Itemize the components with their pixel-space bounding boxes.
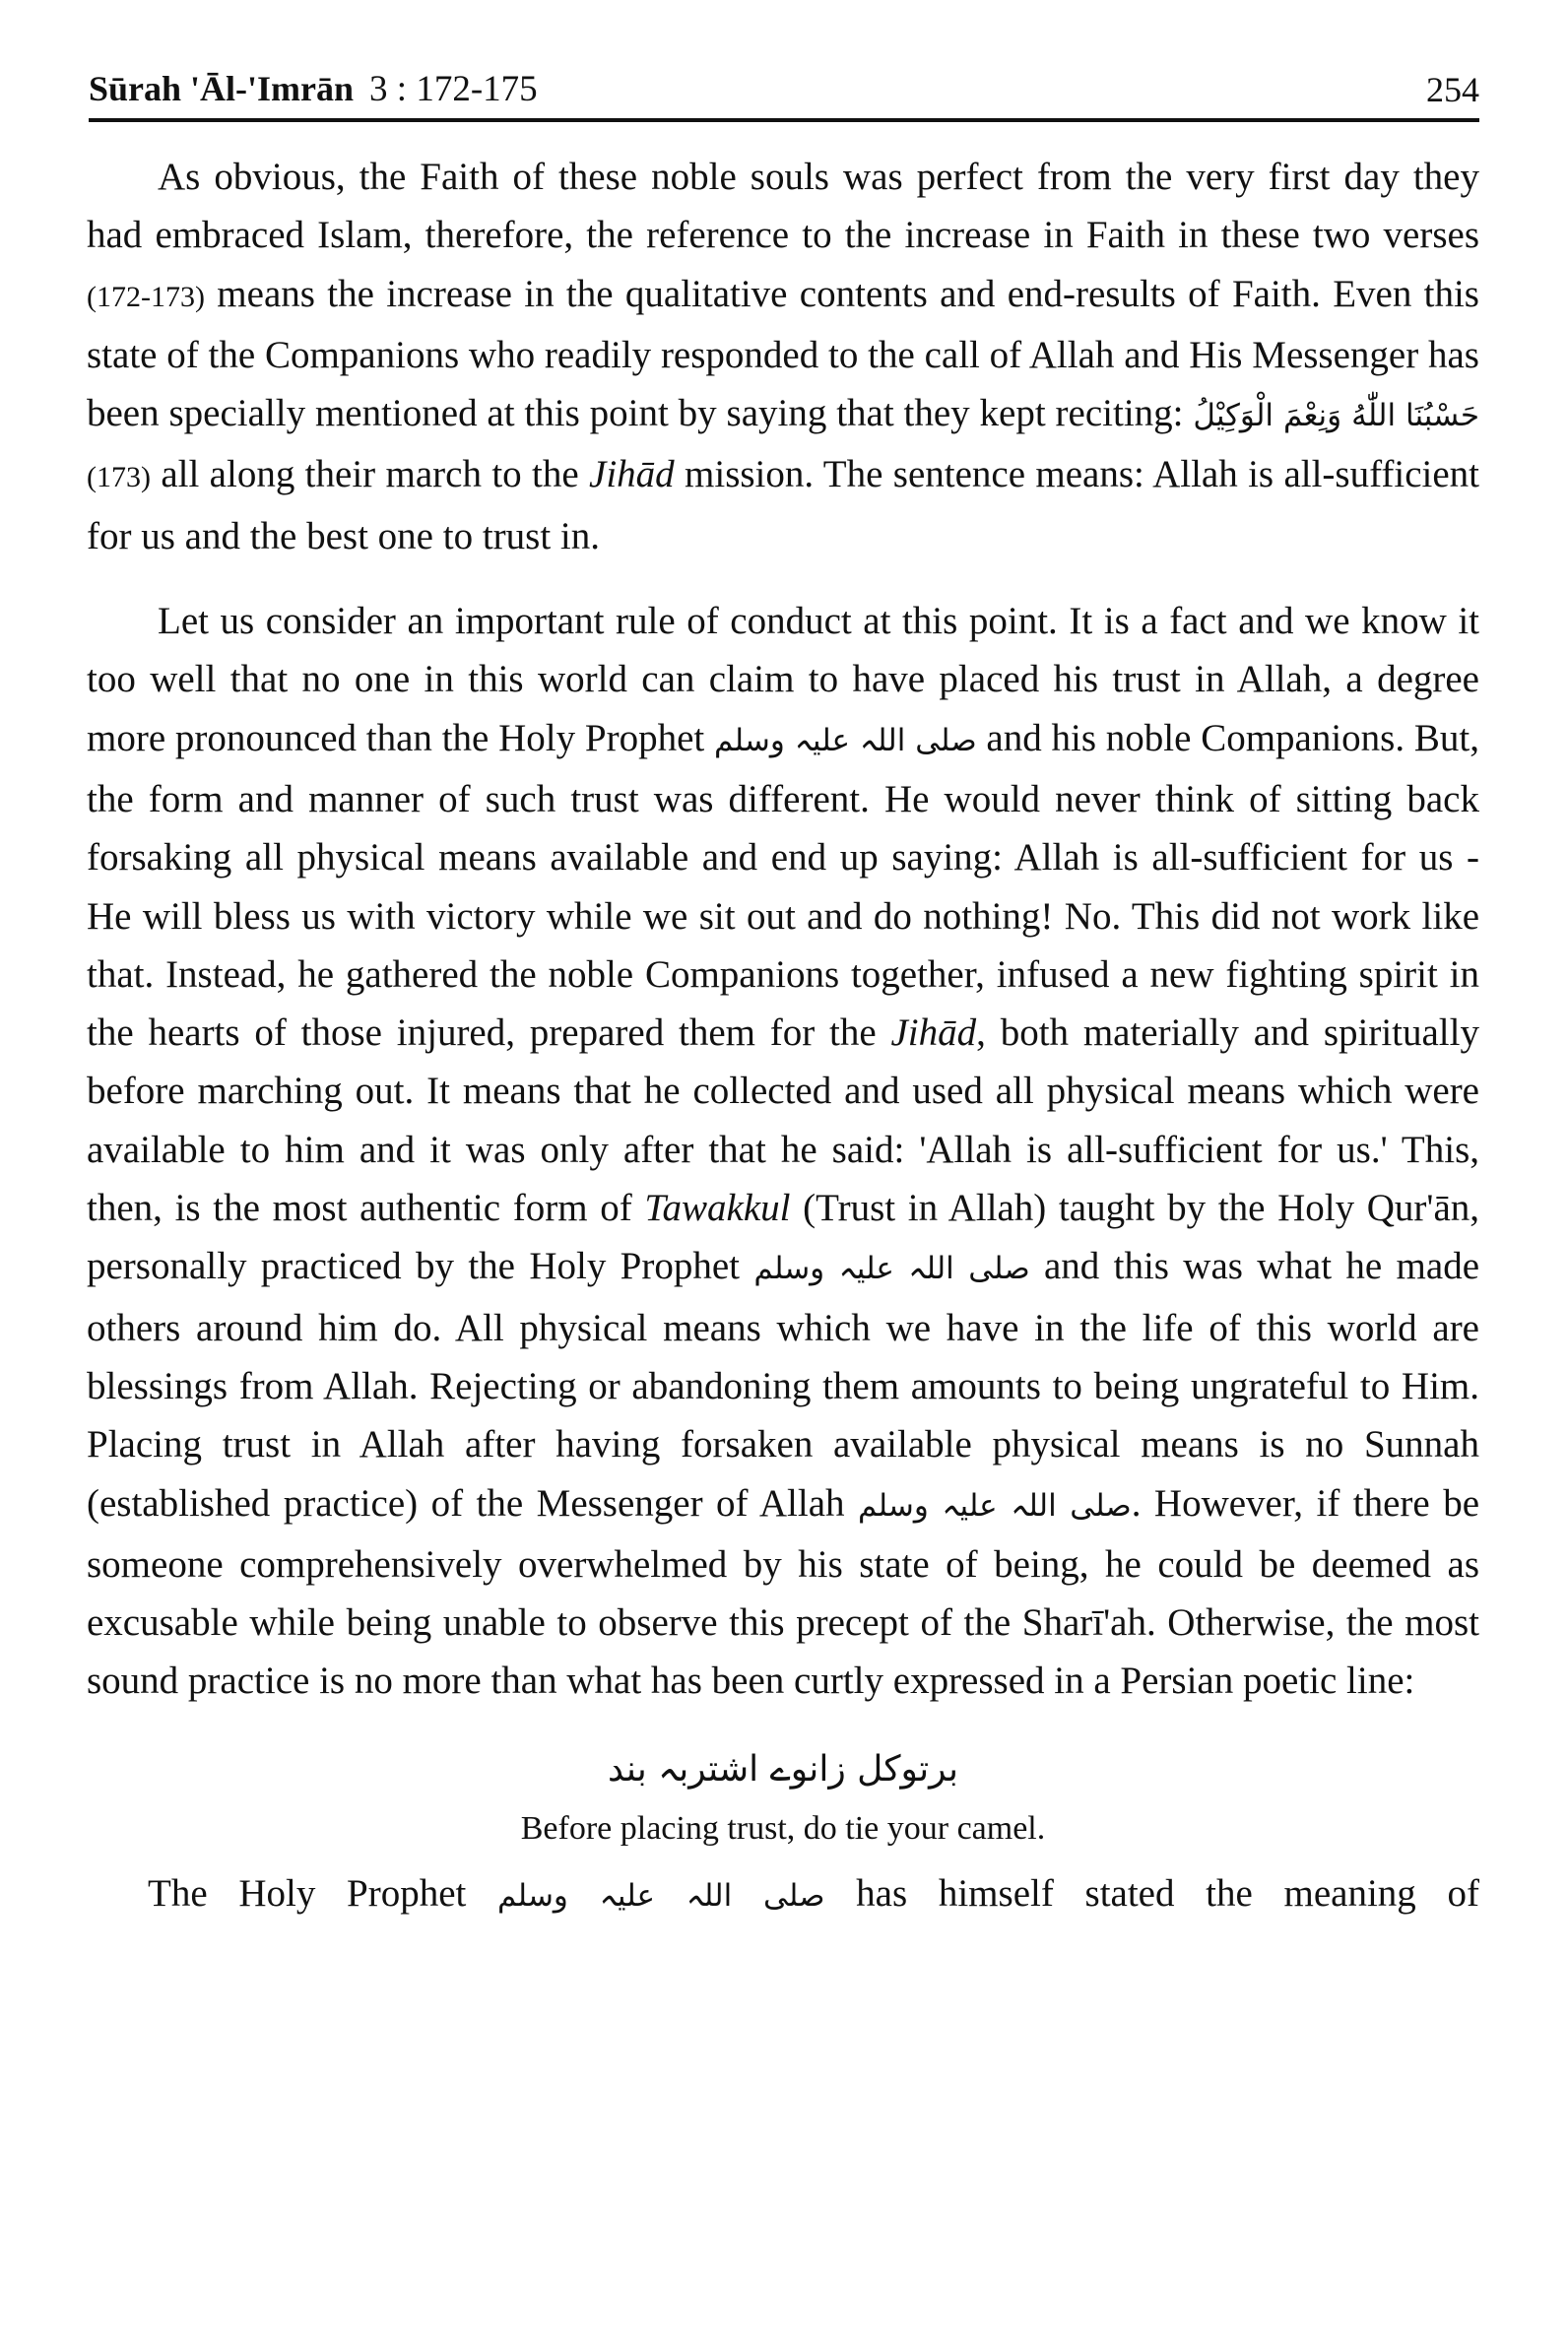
paragraph-tawakkul xyxy=(87,592,1479,1711)
text-run: all along their march to the xyxy=(150,453,590,496)
salawat-glyph: صلی اللہ علیہ وسلم xyxy=(857,1487,1132,1524)
text-run: mission. The sentence means: Allah is all-sufficient for us and the best one to trust in. xyxy=(87,453,1479,557)
persian-verse: برتوکل زانوے اشتربہ بند xyxy=(607,1748,959,1790)
text-run: has himself stated the meaning of xyxy=(824,1871,1479,1915)
arabic-quotation: حَسْبُنَا اللّٰهُ وَنِعْمَ الْوَكِيْلُ xyxy=(1193,398,1479,434)
paragraph-faith-increase xyxy=(87,148,1479,565)
running-head xyxy=(89,68,538,110)
verse-citation: (172-173) xyxy=(87,280,205,313)
text-run: As obvious, the Faith of these noble souls was perfect from the very first day they had embraced Islam, therefore, the reference to the increase in Faith in these two verses xyxy=(87,156,1479,257)
text-run: , both materially and spiritually before marching out. It means that he collected and used all physical means which were available to him and it was only after that he said: 'Allah is all-sufficient for us.' This, then, is the most authentic form of xyxy=(87,1011,1479,1230)
text-run: and his noble Companions. But, the form and manner of such trust was different. He would never think of sitting back forsaking all physical means available and end up saying: Allah is all-sufficient for us - He will bless us with victory while we sit out and do nothing! No. This did not work like that. Instead, he gathered the noble Companions together, infused a new fighting spirit in the hearts of those injured, prepared them for the xyxy=(87,716,1479,1055)
verse-reference: 3 : 172-175 xyxy=(369,69,538,109)
verse-citation: (173) xyxy=(87,461,151,494)
continuation-line xyxy=(87,1864,1479,1925)
surah-title: Sūrah 'Āl-'Imrān xyxy=(89,69,355,108)
text-run: and this was what he made others around him do. All physical means which we have in the life of this world are blessings from Allah. Rejecting or abandoning them amounts to being ungrateful to Him. Placing trust in Allah after having forsaken available physical means is no Sunnah (established practice) of the Messenger of Allah xyxy=(87,1245,1480,1525)
italic-term: Jihād xyxy=(890,1011,977,1055)
text-run: . However, if there be someone comprehensively overwhelmed by his state of being, he could be deemed as excusable while being unable to observe this precept of the Sharī'ah. Otherwise, the most sound practice is no more than what has been curtly expressed in a Persian poetic line: xyxy=(87,1481,1480,1703)
text-run: means the increase in the qualitative contents and end-results of Faith. Even this state of the Companions who readily responded to the call of Allah and His Messenger has been specially mentioned at this point by saying that they kept reciting: xyxy=(87,272,1479,435)
text-run: (Trust in Allah) taught by the Holy Qur'ān, personally practiced by the Holy Prophet xyxy=(87,1187,1480,1288)
poetic-line-block xyxy=(87,1740,1479,1858)
verse-translation: Before placing trust, do tie your camel. xyxy=(520,1809,1046,1847)
page-number: 254 xyxy=(1426,70,1479,109)
page-header xyxy=(89,51,1479,122)
text-run: Let us consider an important rule of conduct at this point. It is a fact and we know it too well that no one in this world can claim to have placed his trust in Allah, a degree more pronounced than the Holy Prophet xyxy=(87,600,1479,759)
salawat-glyph: صلی اللہ علیہ وسلم xyxy=(753,1251,1030,1287)
salawat-glyph: صلی اللہ علیہ وسلم xyxy=(497,1877,825,1914)
salawat-glyph: صلی اللہ علیہ وسلم xyxy=(713,722,977,758)
italic-term: Tawakkul xyxy=(644,1187,791,1230)
text-run: The Holy Prophet xyxy=(148,1871,498,1915)
italic-term: Jihād xyxy=(589,453,675,496)
body-text xyxy=(87,148,1479,1925)
